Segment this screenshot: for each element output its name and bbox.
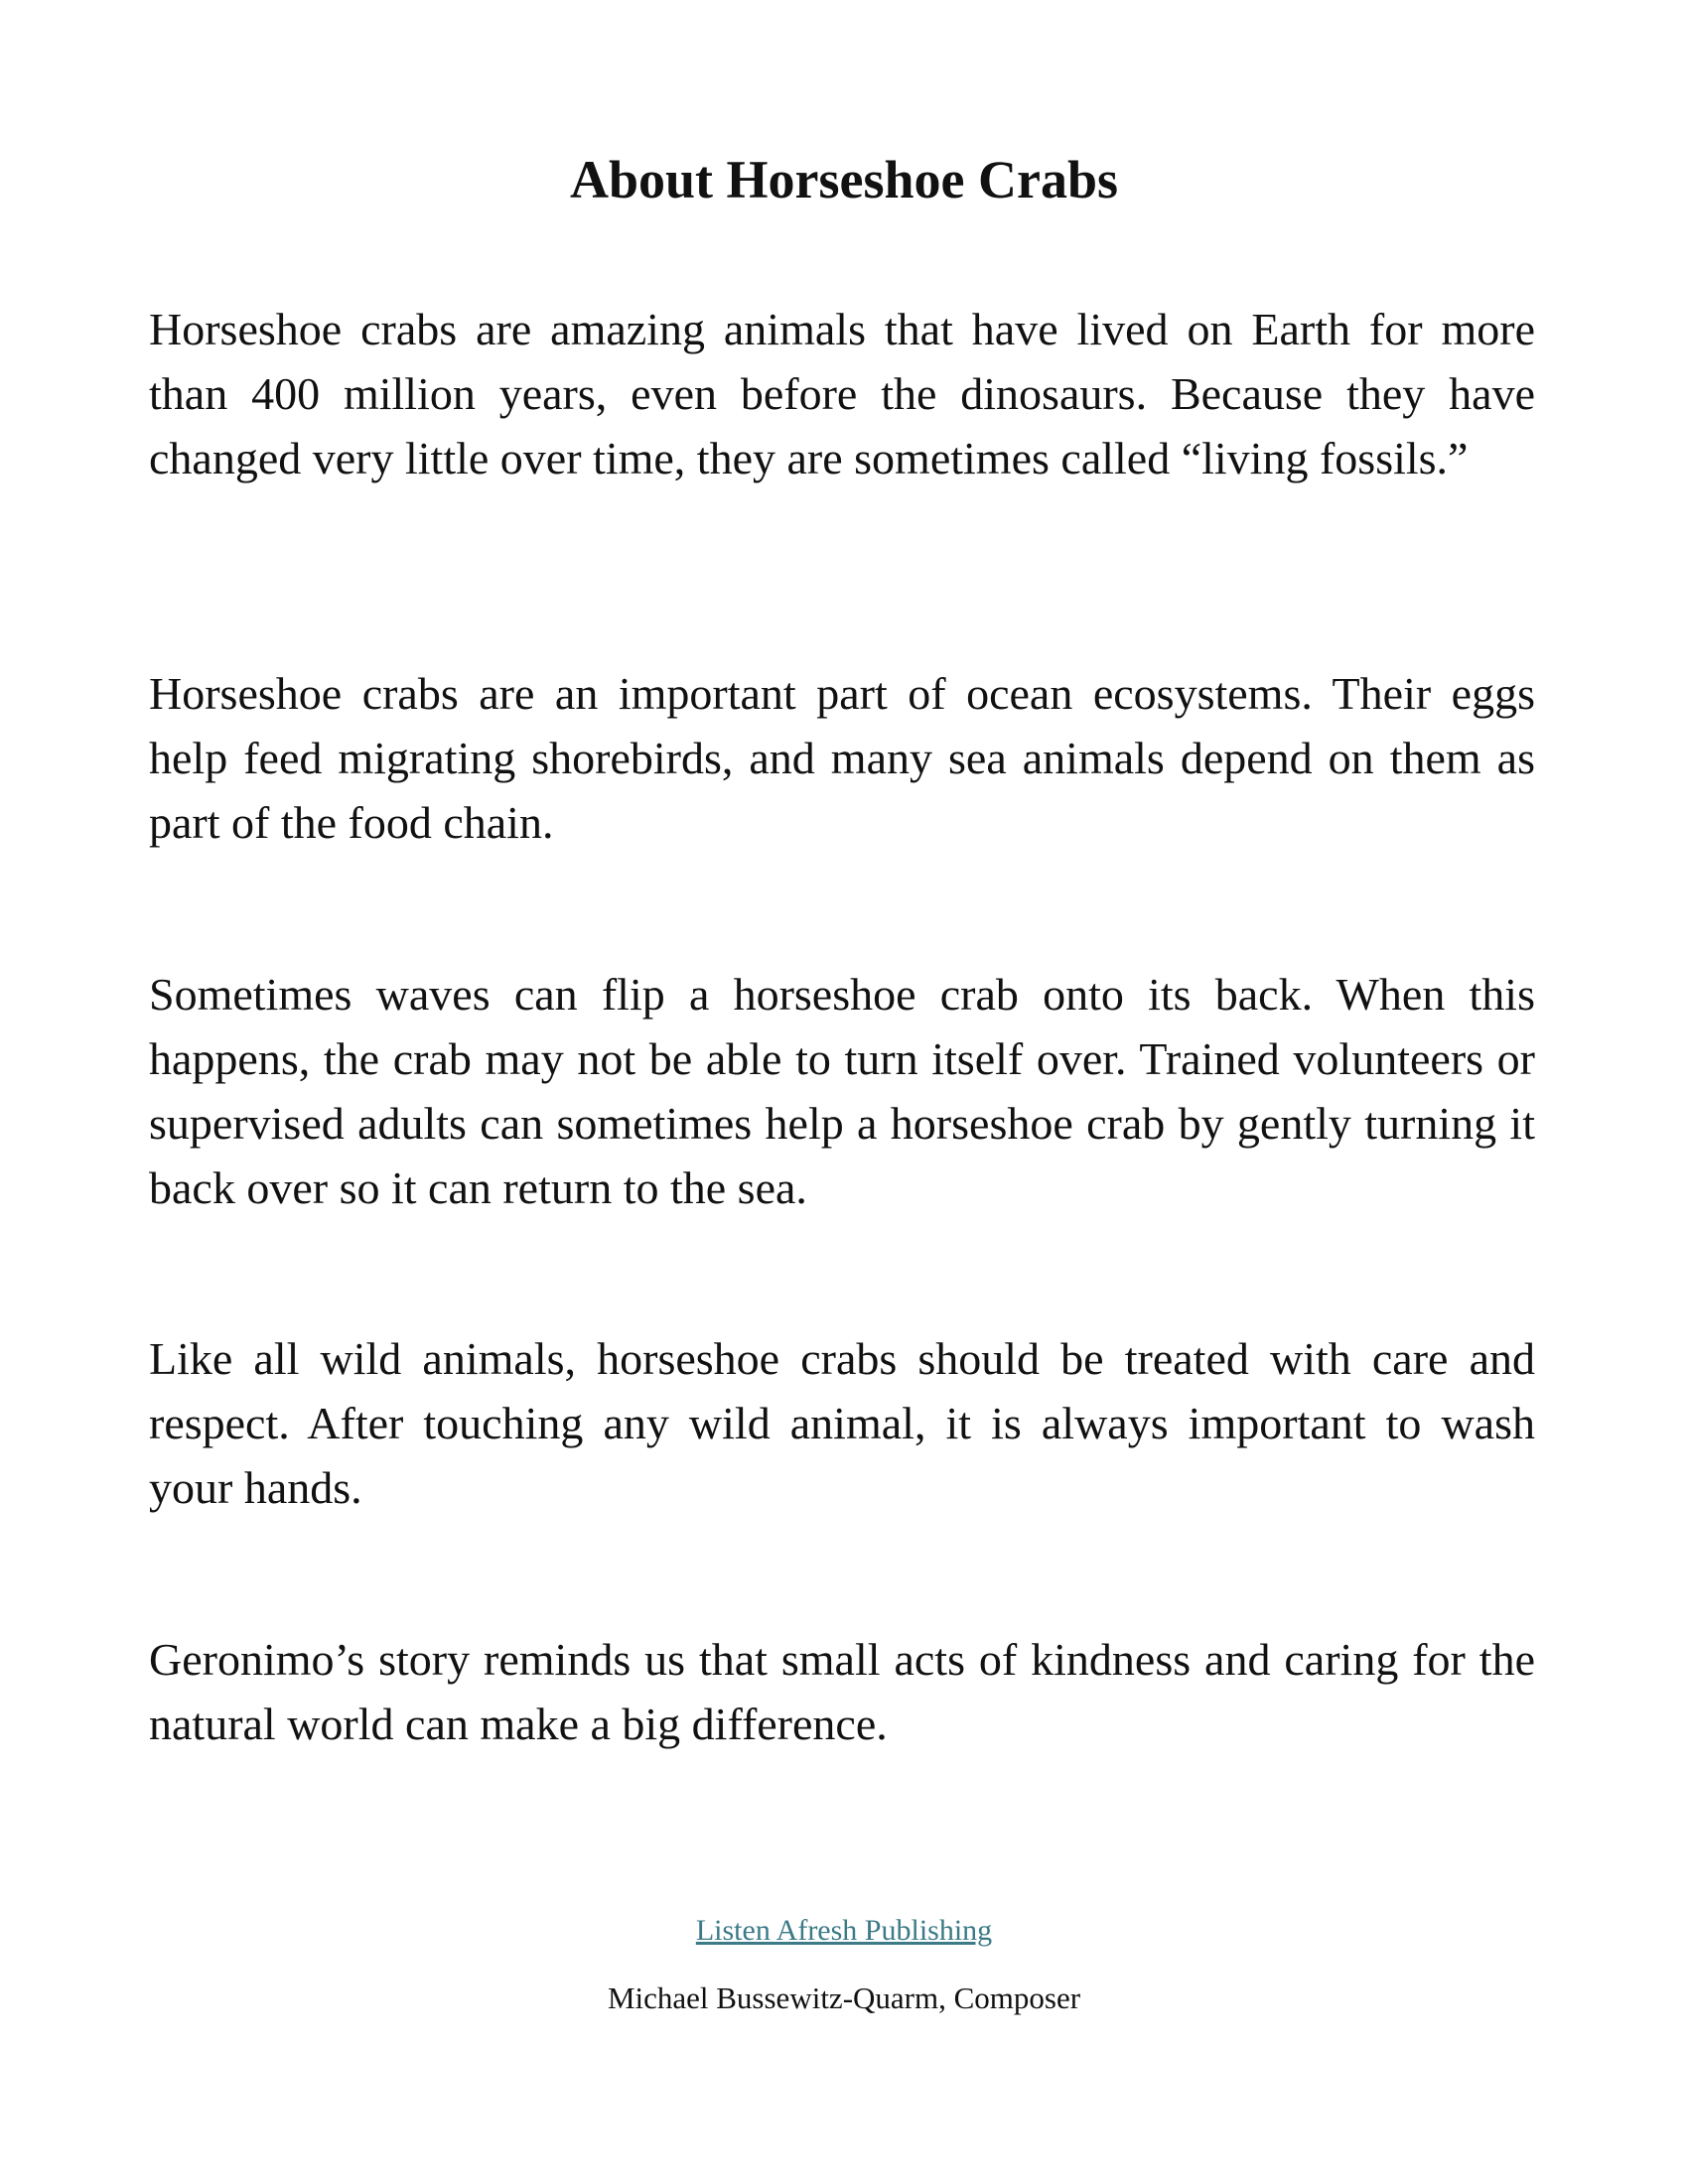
publisher-link[interactable]: Listen Afresh Publishing — [695, 1914, 993, 1947]
paragraph-living-fossils: Horseshoe crabs are amazing animals that have lived on Earth for more than 400 million years, even before the dinosaurs. Because they have changed very little over time, they are sometimes called “living fossils.” — [149, 304, 1535, 483]
composer-credit: Michael Bussewitz-Quarm, Composer — [607, 1980, 1081, 2015]
page-title: About Horseshoe Crabs — [569, 150, 1119, 209]
paragraph-flipped-crab: Sometimes waves can flip a horseshoe crab onto its back. When this happens, the crab may not be able to turn itself over. Trained volunteers or supervised adults can sometimes help a horseshoe crab by gently turning it back over so it can return to the sea. — [149, 969, 1535, 1213]
paragraph-ecosystems: Horseshoe crabs are an important part of ocean ecosystems. Their eggs help feed migrating shorebirds, and many sea animals depend on them as part of the food chain. — [149, 668, 1535, 848]
paragraph-geronimo: Geronimo’s story reminds us that small acts of kindness and caring for the natural world can make a big difference. — [149, 1634, 1535, 1749]
paragraph-care-respect: Like all wild animals, horseshoe crabs should be treated with care and respect. After touching any wild animal, it is always important to wash your hands. — [149, 1333, 1535, 1513]
